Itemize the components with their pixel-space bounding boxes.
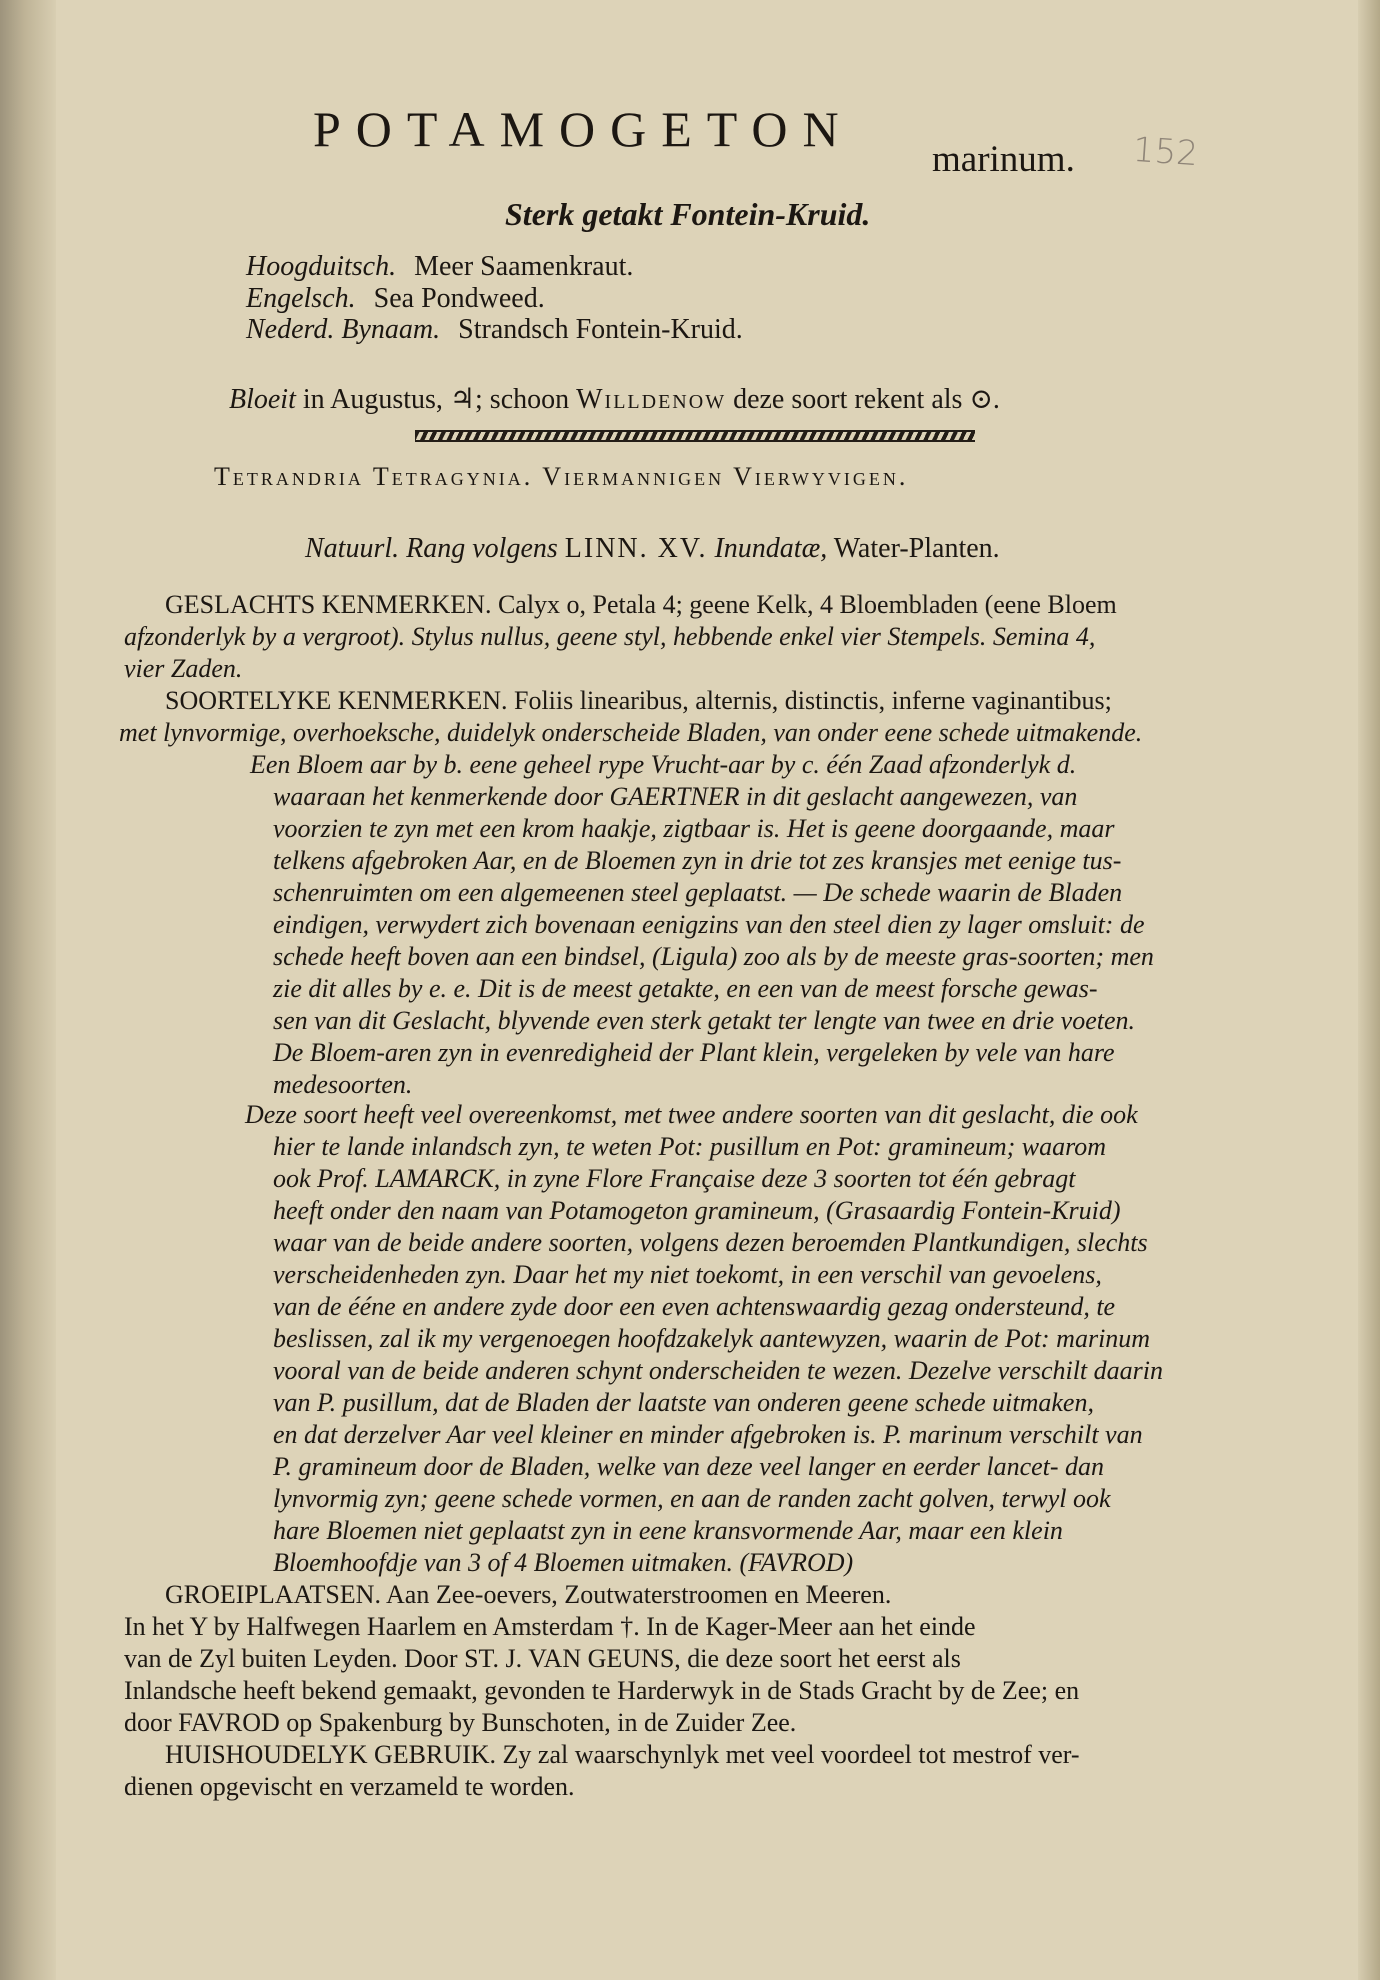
vernacular-name: Sea Pondweed.: [373, 283, 545, 314]
text-line: voorzien te zyn met een krom haakje, zigtbaar is. Het is geene doorgaande, maar: [273, 814, 1115, 843]
linnaean-class: Tetrandria Tetragynia. Viermannigen Vierwyvigen.: [214, 462, 909, 491]
author-name: Willdenow: [576, 384, 727, 415]
text-line: medesoorten.: [273, 1070, 413, 1099]
text-line: telkens afgebroken Aar, en de Bloemen zyn in drie tot zes kransjes met eenige tus-: [273, 846, 1122, 875]
text-line: lynvormig zyn; geene schede vormen, en aan de randen zacht golven, terwyl ook: [273, 1484, 1111, 1513]
text-line: GROEIPLAATSEN. Aan Zee-oevers, Zoutwaterstroomen en Meeren.: [165, 1580, 892, 1609]
text-line: afzonderlyk by a vergroot). Stylus nullus, geene styl, hebbende enkel vier Stempels. Semina 4,: [124, 622, 1096, 651]
species-title: marinum.: [932, 139, 1075, 180]
rank-author: LINN. XV.: [564, 533, 708, 564]
text-line: GESLACHTS KENMERKEN. Calyx o, Petala 4; geene Kelk, 4 Bloembladen (eene Bloem: [165, 590, 1117, 619]
flowering-label: Bloeit: [229, 384, 296, 415]
text-line: Deze soort heeft veel overeenkomst, met twee andere soorten van dit geslacht, die ook: [245, 1100, 1138, 1129]
perennial-symbol: ♃: [449, 384, 476, 415]
genus-title: POTAMOGETON: [313, 101, 854, 157]
vernacular-name: Meer Saamenkraut.: [414, 251, 634, 282]
text-line: en dat derzelver Aar veel kleiner en minder afgebroken is. P. marinum verschilt van: [273, 1420, 1143, 1449]
name-german: [246, 251, 633, 283]
rank-order: Inundatæ,: [714, 533, 828, 564]
text-line: ook Prof. LAMARCK, in zyne Flore Française deze 3 soorten tot één gebragt: [273, 1164, 1076, 1193]
text-line: sen van dit Geslacht, blyvende even sterk getakt ter lengte van twee en drie voeten.: [273, 1006, 1135, 1035]
text-line: verscheidenheden zyn. Daar het my niet toekomt, in een verschil van gevoelens,: [273, 1260, 1102, 1289]
vernacular-name: Strandsch Fontein-Kruid.: [458, 314, 743, 345]
text-line: Een Bloem aar by b. eene geheel rype Vrucht-aar by c. één Zaad afzonderlyk d.: [250, 750, 1077, 779]
handwritten-page-number: 152: [1131, 129, 1200, 175]
text-line: van P. pusillum, dat de Bladen der laatste van onderen geene schede uitmaken,: [273, 1388, 1094, 1417]
text-line: van de Zyl buiten Leyden. Door ST. J. VAN GEUNS, die deze soort het eerst als: [124, 1644, 961, 1673]
text-line: SOORTELYKE KENMERKEN. Foliis linearibus, alternis, distinctis, inferne vaginantibus;: [165, 686, 1112, 715]
language-label: Hoogduitsch.: [246, 251, 397, 282]
text-line: eindigen, verwydert zich bovenaan eenigzins van den steel dien zy lager omsluit: de: [273, 910, 1145, 939]
text-line: vier Zaden.: [124, 654, 243, 683]
text-line: waaraan het kenmerkende door GAERTNER in dit geslacht aangewezen, van: [273, 782, 1078, 811]
text-line: In het Y by Halfwegen Haarlem en Amsterdam †. In de Kager-Meer aan het einde: [124, 1612, 976, 1641]
flowering-line: [229, 382, 1000, 416]
text-line: met lynvormige, overhoeksche, duidelyk onderscheide Bladen, van onder eene schede uitmakende.: [119, 718, 1143, 747]
flowering-remark: deze soort rekent als: [733, 384, 963, 415]
language-label: Nederd. Bynaam.: [246, 314, 441, 345]
page-gutter: [0, 0, 56, 1980]
annual-symbol: ⊙.: [969, 384, 1000, 415]
text-line: Inlandsche heeft bekend gemaakt, gevonden te Harderwyk in de Stads Gracht by de Zee; en: [124, 1676, 1080, 1705]
text-line: van de ééne en andere zyde door een even achtenswaardig gezag ondersteund, te: [273, 1292, 1116, 1321]
text-line: schede heeft boven aan een bindsel, (Ligula) zoo als by de meeste gras-soorten; men: [273, 942, 1154, 971]
text-line: schenruimten om een algemeenen steel geplaatst. — De schede waarin de Bladen: [273, 878, 1123, 907]
text-line: HUISHOUDELYK GEBRUIK. Zy zal waarschynlyk met veel voordeel tot mestrof ver-: [165, 1740, 1080, 1769]
text-line: hare Bloemen niet geplaatst zyn in eene kransvormende Aar, maar een klein: [273, 1516, 1063, 1545]
text-line: De Bloem-aren zyn in evenredigheid der Plant klein, vergeleken by vele van hare: [273, 1038, 1115, 1067]
text-line: door FAVROD op Spakenburg by Bunschoten, in de Zuider Zee.: [124, 1708, 797, 1737]
page-edge: [1358, 0, 1380, 1980]
text-line: hier te lande inlandsch zyn, te weten Pot: pusillum en Pot: gramineum; waarom: [273, 1132, 1107, 1161]
text-line: dienen opgevischt en verzameld te worden.: [124, 1772, 575, 1801]
natural-rank: [305, 533, 1000, 565]
rank-label: Natuurl. Rang volgens: [305, 533, 558, 564]
rank-group: Water-Planten.: [833, 533, 1000, 564]
text-line: vooral van de beide anderen schynt onderscheiden te wezen. Dezelve verschilt daarin: [273, 1356, 1163, 1385]
flowering-month: in Augustus,: [302, 384, 443, 415]
text-line: heeft onder den naam van Potamogeton gramineum, (Grasaardig Fontein-Kruid): [273, 1196, 1121, 1225]
name-english: [246, 283, 545, 315]
name-dutch-byname: [246, 314, 743, 346]
text-line: beslissen, zal ik my vergenoegen hoofdzakelyk aantewyzen, waarin de Pot: marinum: [273, 1324, 1151, 1353]
text-line: Bloemhoofdje van 3 of 4 Bloemen uitmaken. (FAVROD): [273, 1548, 854, 1577]
ornamental-divider: [415, 430, 975, 442]
text-line: zie dit alles by e. e. Dit is de meest getakte, en een van de meest forsche gewas-: [273, 974, 1098, 1003]
text-line: waar van de beide andere soorten, volgens dezen beroemden Plantkundigen, slechts: [273, 1228, 1148, 1257]
flowering-connector: ; schoon: [475, 384, 570, 415]
text-line: P. gramineum door de Bladen, welke van deze veel langer en eerder lancet- dan: [273, 1452, 1105, 1481]
language-label: Engelsch.: [246, 283, 356, 314]
dutch-name: Sterk getakt Fontein-Kruid.: [505, 196, 871, 232]
